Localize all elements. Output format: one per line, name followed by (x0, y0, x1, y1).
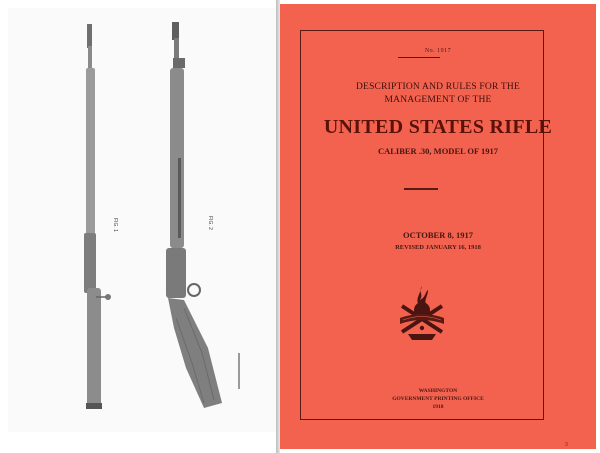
section-divider (404, 188, 438, 190)
rifle-plate-page (8, 8, 277, 432)
caliber-subtitle: CALIBER .30, MODEL OF 1917 (377, 146, 499, 156)
imprint-office: GOVERNMENT PRINTING OFFICE (392, 396, 484, 402)
imprint-year: 1918 (432, 404, 444, 410)
rifle-top-view (166, 22, 222, 408)
rifle-side-view (84, 24, 111, 409)
rifle-illustrations (8, 8, 276, 432)
description-line-2: MANAGEMENT OF THE (384, 95, 492, 105)
fig2-label: FIG. 2 (207, 216, 213, 230)
publication-date: OCTOBER 8, 1917 (403, 230, 473, 240)
description-line-1: DESCRIPTION AND RULES FOR THE (356, 82, 520, 92)
fig1-label: FIG. 1 (112, 218, 118, 232)
cover-page (280, 4, 596, 449)
document-number: No. 1917 (424, 48, 452, 54)
revised-date: REVISED JANUARY 16, 1918 (395, 244, 481, 251)
imprint-city: WASHINGTON (418, 388, 458, 394)
ordnance-crest-icon (394, 284, 450, 344)
cover-title: UNITED STATES RIFLE (323, 116, 553, 138)
number-underline (398, 57, 440, 58)
page-mark: 3 (565, 442, 568, 448)
